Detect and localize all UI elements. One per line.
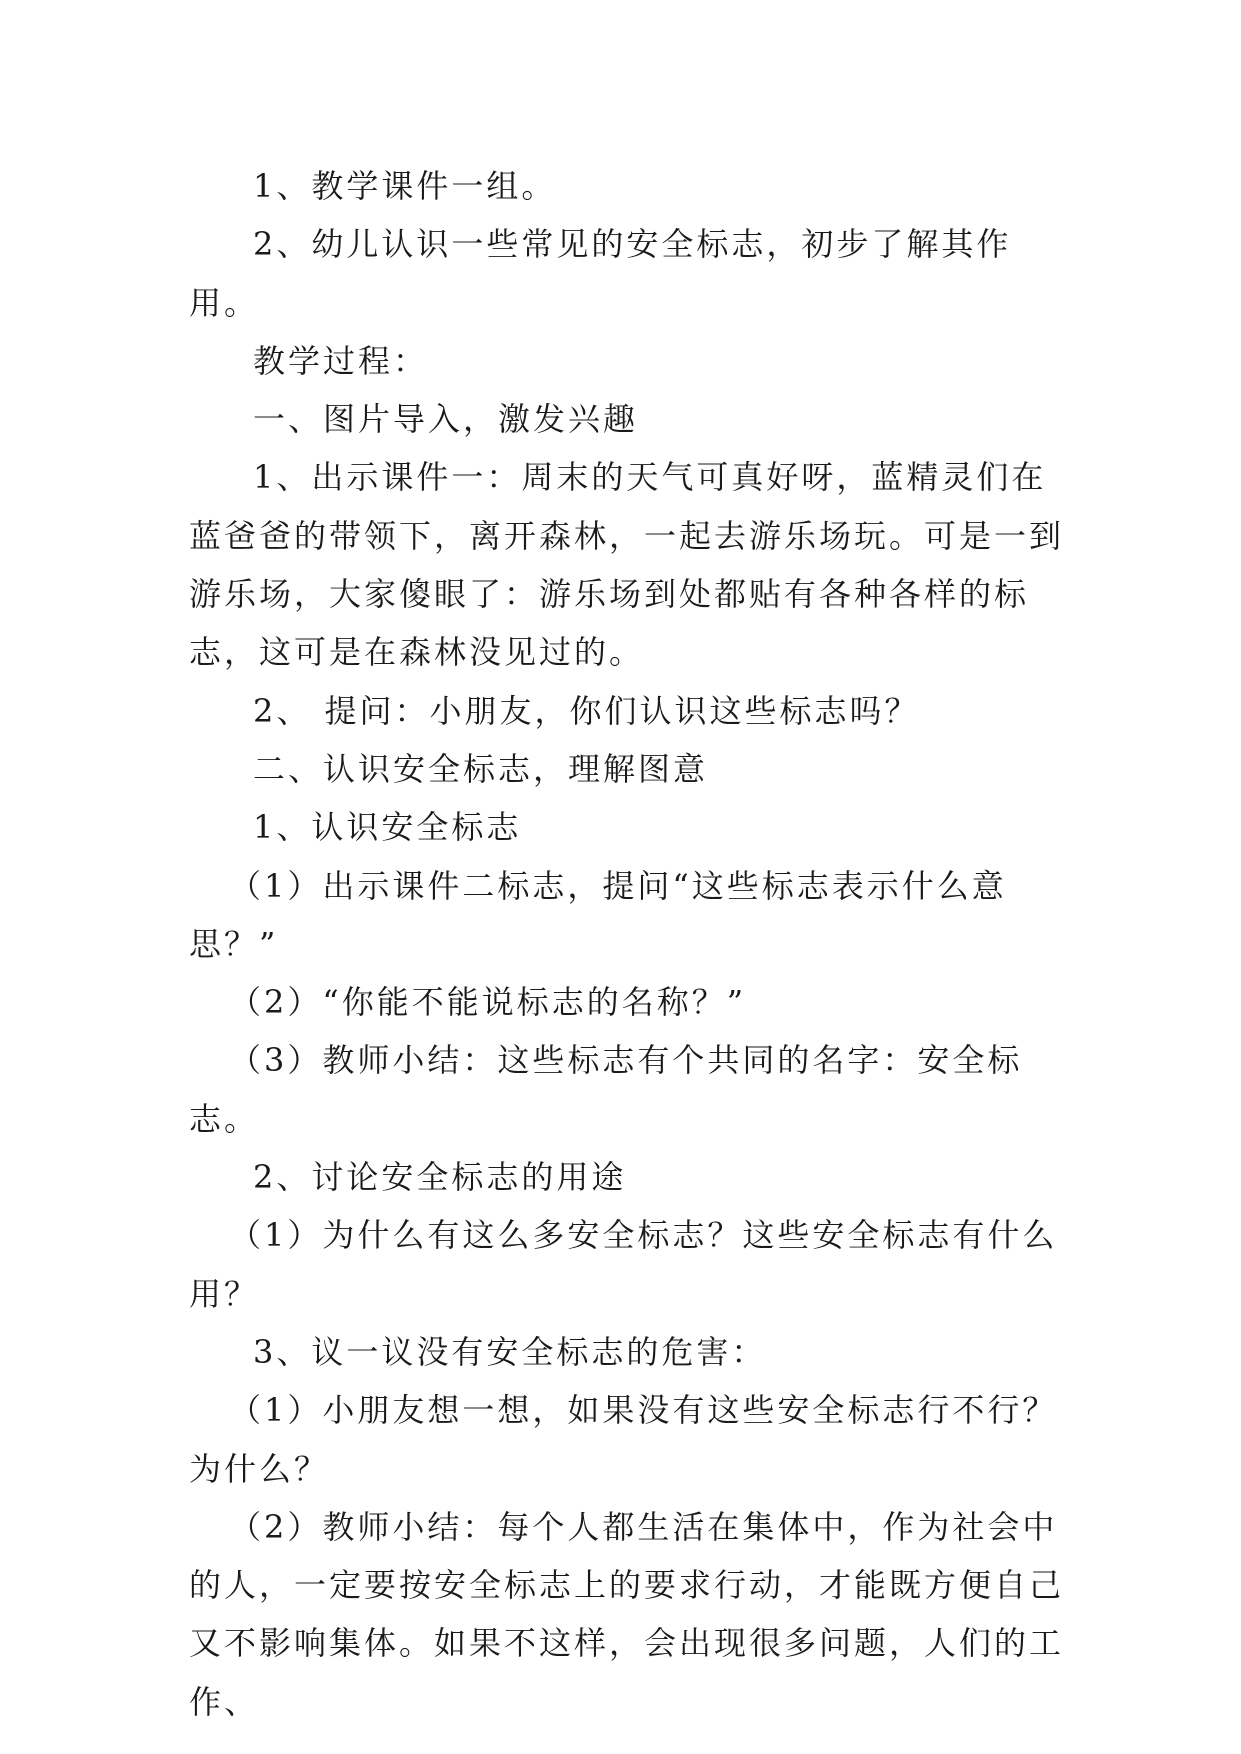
paragraph: （1）为什么有这么多安全标志？这些安全标志有什么用？ xyxy=(189,1216,1058,1313)
subsection-heading: 1、认识安全标志 xyxy=(253,808,522,847)
paragraph: 2、幼儿认识一些常见的安全标志，初步了解其作用。 xyxy=(189,225,1012,322)
paragraph: 2、 提问：小朋友，你们认识这些标志吗？ xyxy=(253,691,920,730)
paragraph: 1、教学课件一组。 xyxy=(253,167,557,205)
subsection-heading: 2、讨论安全标志的用途 xyxy=(253,1158,627,1197)
document-body xyxy=(189,157,1069,1731)
section-heading: 教学过程： xyxy=(253,341,429,380)
paragraph: （2）“你能不能说标志的名称？” xyxy=(229,983,747,1022)
subsection-heading: 3、议一议没有安全标志的危害： xyxy=(253,1332,767,1371)
paragraph: （3）教师小结：这些标志有个共同的名字：安全标志。 xyxy=(189,1041,1023,1138)
paragraph: （2）教师小结：每个人都生活在集体中，作为社会中的人，一定要按安全标志上的要求行动，才能既方便自己又不影响集体。如果不这样，会出现很多问题，人们的工作、 xyxy=(189,1507,1065,1721)
paragraph: （1）小朋友想一想，如果没有这些安全标志行不行？为什么？ xyxy=(189,1391,1058,1488)
section-heading: 一、图片导入，激发兴趣 xyxy=(253,400,639,439)
paragraph: 1、出示课件一：周末的天气可真好呀，蓝精灵们在蓝爸爸的带领下，离开森林，一起去游乐场玩。可是一到游乐场，大家傻眼了：游乐场到处都贴有各种各样的标志，这可是在森林没见过的。 xyxy=(189,458,1065,672)
section-heading: 二、认识安全标志，理解图意 xyxy=(253,749,709,788)
paragraph: （1）出示课件二标志，提问“这些标志表示什么意思？” xyxy=(189,866,1007,963)
